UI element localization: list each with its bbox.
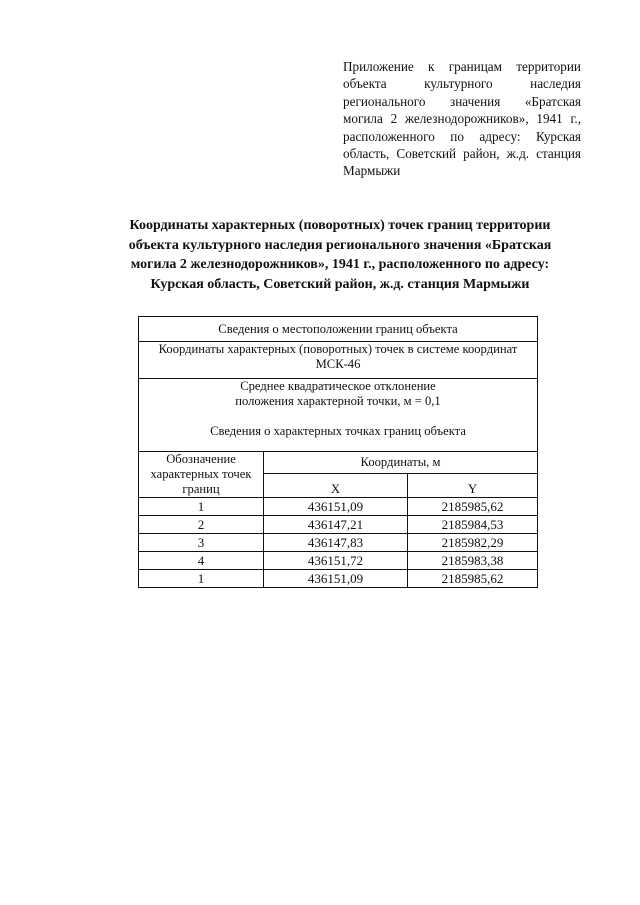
coordinates-table [138, 316, 538, 588]
coord-system-line: Координаты характерных (поворотных) точек в системе координат [158, 342, 518, 356]
points-header: Сведения о характерных точках границ объекта [210, 424, 466, 438]
title-line: Координаты характерных (поворотных) точек границ территории [129, 218, 551, 233]
x-value-cell: 436147,21 [264, 516, 408, 534]
title-line: Курская область, Советский район, ж.д. станция Мармыжи [150, 276, 530, 292]
point-number-cell: 1 [139, 498, 264, 516]
spacer [143, 409, 533, 424]
table-row [139, 552, 538, 570]
column-header-row [139, 452, 538, 474]
y-value-cell: 2185985,62 [408, 498, 538, 516]
y-value-cell: 2185982,29 [408, 534, 538, 552]
annex-note [343, 58, 581, 180]
accuracy-line: положения характерной точки, м = 0,1 [235, 394, 441, 408]
point-number-cell: 1 [139, 570, 264, 588]
y-value-cell: 2185985,62 [408, 570, 538, 588]
coordinates-header-cell: Координаты, м [264, 452, 538, 474]
accuracy-line: Среднее квадратическое отклонение [240, 379, 436, 393]
point-number-cell: 2 [139, 516, 264, 534]
table-header-row [139, 379, 538, 452]
x-value-cell: 436151,72 [264, 552, 408, 570]
point-number-cell: 4 [139, 552, 264, 570]
table-header-row [139, 342, 538, 379]
y-value-cell: 2185983,38 [408, 552, 538, 570]
table-row [139, 534, 538, 552]
table-row [139, 498, 538, 516]
x-value-cell: 436151,09 [264, 498, 408, 516]
y-value-cell: 2185984,53 [408, 516, 538, 534]
title-line: объекта культурного наследия регионального значения «Братская [128, 237, 552, 253]
x-header-cell: X [264, 473, 408, 497]
table-row [139, 570, 538, 588]
accuracy-cell [139, 379, 538, 452]
x-value-cell: 436151,09 [264, 570, 408, 588]
table-row [139, 516, 538, 534]
point-number-cell: 3 [139, 534, 264, 552]
document-title [100, 216, 580, 294]
y-header-cell: Y [408, 473, 538, 497]
x-value-cell: 436147,83 [264, 534, 408, 552]
title-line: могила 2 железнодорожников», 1941 г., расположенного по адресу: [130, 257, 550, 272]
coord-system-cell [139, 342, 538, 379]
coord-system-name: МСК-46 [315, 357, 361, 371]
designation-header-cell: Обозначение характерных точек границ [139, 452, 264, 498]
table-header-row [139, 317, 538, 342]
annex-text: Приложение к границам территории объекта культурного наследия регионального значения «Братская могила 2 железнодорожников», 1941 г., расположенного по адресу: Курская область, Советский район, ж.д. станция Мармыжи [343, 59, 581, 179]
section-header-cell: Сведения о местоположении границ объекта [139, 317, 538, 342]
